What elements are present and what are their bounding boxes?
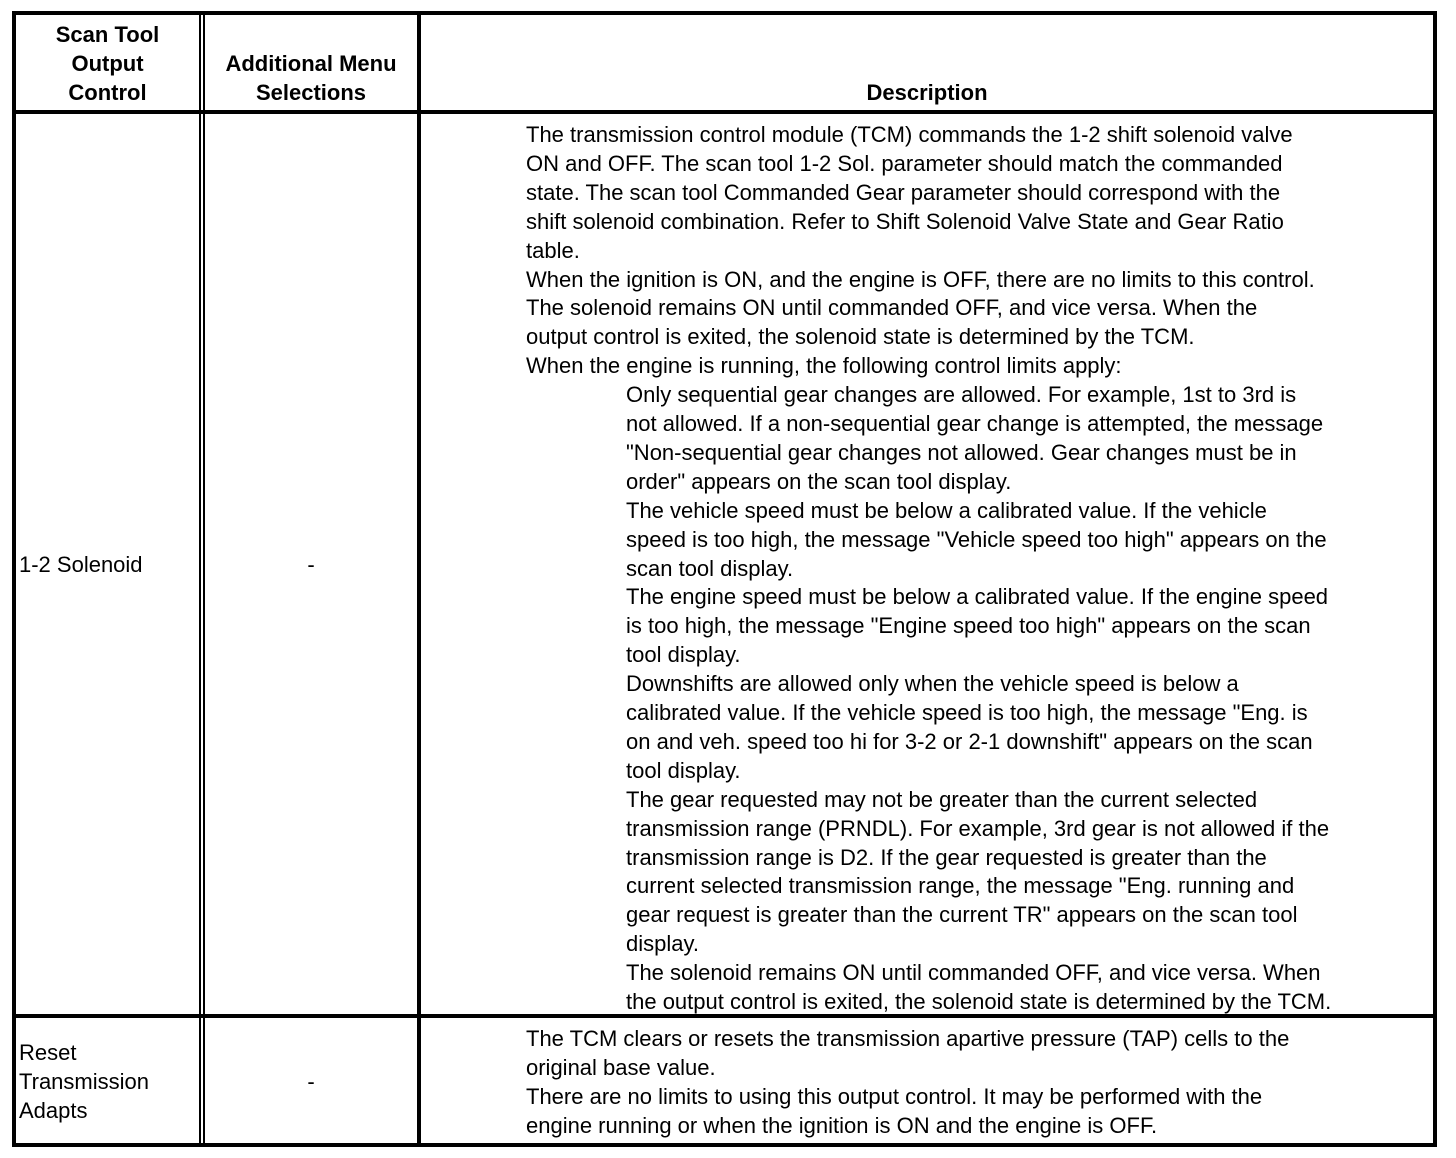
description-line: The TCM clears or resets the transmission apartive pressure (TAP) cells to the [526,1026,1290,1051]
description-line: is too high, the message "Engine speed too high" appears on the scan [626,613,1311,639]
table-border-bottom [12,1143,1437,1147]
description-line: The gear requested may not be greater than the current selected [626,786,1258,812]
description-line: table. [526,237,580,263]
header-line: Additional Menu [225,51,397,76]
description-line: tool display. [626,757,741,783]
header-divider [12,110,1437,114]
description-line: Downshifts are allowed only when the vehicle speed is below a [626,671,1239,697]
description-line: transmission range (PRNDL). For example, 3rd gear is not allowed if the [626,815,1330,841]
description-line: tool display. [626,642,741,668]
header-line: Selections [255,80,367,105]
control-line: Reset [19,1040,77,1065]
control-line: Transmission [19,1069,149,1094]
description-line: output control is exited, the solenoid state is determined by the TCM. [526,324,1195,350]
description-line: on and veh. speed too hi for 3-2 or 2-1 downshift" appears on the scan [626,728,1313,754]
table-border-left [12,11,16,1147]
table-border-right [1433,11,1437,1147]
header-scan-tool-output-control [16,20,199,107]
header-line: Scan Tool [55,22,160,47]
description-line: the output control is exited, the solenoid state is determined by the TCM. [626,989,1332,1014]
row-2-menu: - [307,1069,315,1094]
description-line: current selected transmission range, the message "Eng. running and [626,873,1295,899]
column-divider-2 [417,11,421,1147]
description-line: The engine speed must be below a calibrated value. If the engine speed [626,584,1329,610]
description-line: "Non-sequential gear changes not allowed. Gear changes must be in [626,439,1297,465]
description-line: shift solenoid combination. Refer to Shift Solenoid Valve State and Gear Ratio [526,208,1284,234]
row-1-menu: - [307,552,315,577]
header-description: Description [866,80,988,105]
description-line: The transmission control module (TCM) commands the 1-2 shift solenoid valve [526,122,1293,147]
description-line: Only sequential gear changes are allowed. For example, 1st to 3rd is [626,382,1297,408]
description-line: scan tool display. [626,555,794,581]
description-line: state. The scan tool Commanded Gear parameter should correspond with the [526,179,1281,205]
description-line: not allowed. If a non-sequential gear change is attempted, the message [626,411,1324,436]
description-line: original base value. [526,1054,716,1080]
description-line: order" appears on the scan tool display. [626,468,1012,494]
row-1-control: 1-2 Solenoid [19,552,143,577]
description-line: When the ignition is ON, and the engine is OFF, there are no limits to this control. [526,266,1315,292]
column-divider-1b [203,11,205,1147]
description-line: calibrated value. If the vehicle speed is too high, the message "Eng. is [626,700,1308,725]
description-line: display. [626,931,699,957]
description-line: engine running or when the ignition is ON and the engine is OFF. [526,1112,1158,1138]
description-line: There are no limits to using this output control. It may be performed with the [526,1083,1263,1109]
description-line: The solenoid remains ON until commanded OFF, and vice versa. When [626,960,1321,986]
description-line: transmission range is D2. If the gear requested is greater than the [626,844,1267,870]
description-line: speed is too high, the message "Vehicle speed too high" appears on the [626,526,1327,552]
description-line: The solenoid remains ON until commanded OFF, and vice versa. When the [526,295,1258,321]
header-line: Output [71,51,144,76]
table-border-top [12,11,1437,15]
description-line: gear request is greater than the current TR" appears on the scan tool [626,902,1298,928]
header-line: Control [68,80,147,105]
description-line: The vehicle speed must be below a calibrated value. If the vehicle [626,497,1267,523]
row-2-control [19,1038,149,1125]
description-line: When the engine is running, the following control limits apply: [526,353,1122,379]
control-line: Adapts [19,1098,88,1123]
header-additional-menu-selections [205,49,417,107]
column-divider-1a [199,11,201,1147]
description-line: ON and OFF. The scan tool 1-2 Sol. parameter should match the commanded [526,150,1283,176]
